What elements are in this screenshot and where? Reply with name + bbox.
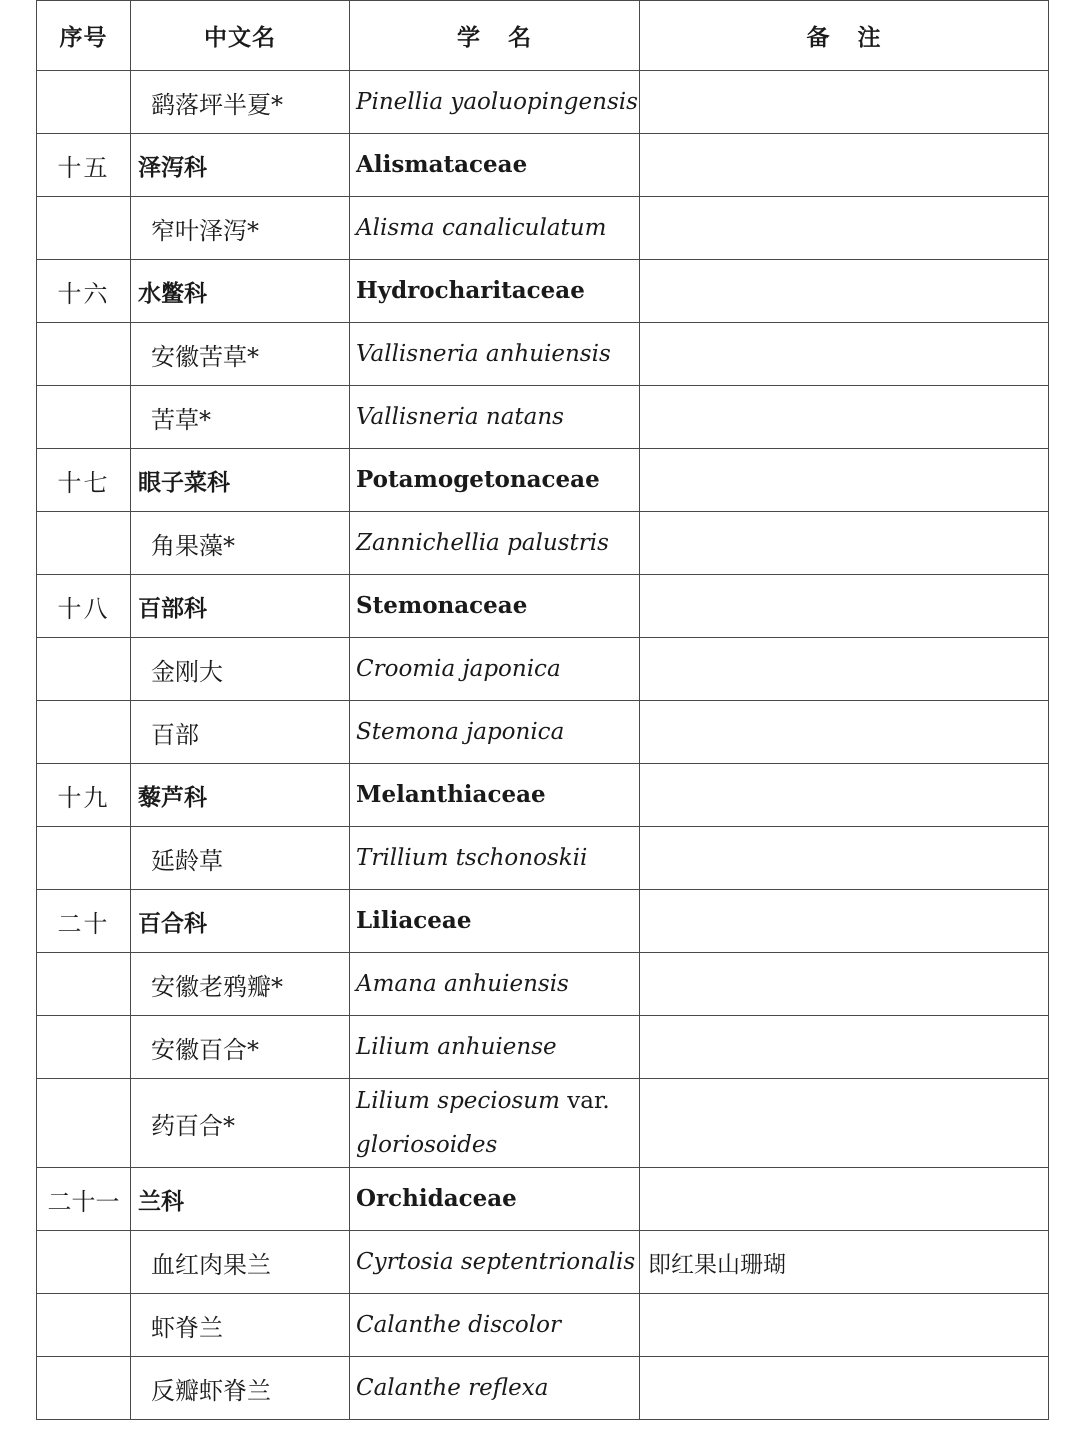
remark <box>640 1294 1049 1357</box>
chinese-name: 药百合* <box>131 1079 350 1168</box>
remark <box>640 1357 1049 1420</box>
chinese-name: 安徽苦草* <box>131 323 350 386</box>
chinese-name: 苦草* <box>131 386 350 449</box>
header-scientific-name: 学 名 <box>350 1 640 71</box>
table-row <box>37 1168 1049 1231</box>
remark <box>640 575 1049 638</box>
remark <box>640 890 1049 953</box>
row-number: 十九 <box>37 764 131 827</box>
chinese-name: 藜芦科 <box>131 764 350 827</box>
row-number <box>37 1079 131 1168</box>
row-number <box>37 1016 131 1079</box>
scientific-name <box>350 134 640 197</box>
remark <box>640 260 1049 323</box>
chinese-name: 角果藻* <box>131 512 350 575</box>
row-number <box>37 827 131 890</box>
table-row <box>37 449 1049 512</box>
chinese-name: 虾脊兰 <box>131 1294 350 1357</box>
chinese-name: 百部科 <box>131 575 350 638</box>
chinese-name: 窄叶泽泻* <box>131 197 350 260</box>
scientific-name <box>350 764 640 827</box>
table-row <box>37 197 1049 260</box>
table-row <box>37 953 1049 1016</box>
remark <box>640 638 1049 701</box>
scientific-name-text: Vallisneria anhuiensis <box>356 341 611 367</box>
remark <box>640 449 1049 512</box>
scientific-name-text: Zannichellia palustris <box>356 530 609 556</box>
row-number <box>37 638 131 701</box>
row-number: 十五 <box>37 134 131 197</box>
scientific-name-text: Alisma canaliculatum <box>356 215 607 241</box>
scientific-name <box>350 449 640 512</box>
scientific-name <box>350 701 640 764</box>
scientific-name <box>350 827 640 890</box>
scientific-name <box>350 575 640 638</box>
chinese-name: 反瓣虾脊兰 <box>131 1357 350 1420</box>
chinese-name: 安徽百合* <box>131 1016 350 1079</box>
scientific-name-text: Calanthe discolor <box>356 1312 561 1338</box>
scientific-name <box>350 1231 640 1294</box>
row-number <box>37 1231 131 1294</box>
table-row <box>37 638 1049 701</box>
header-number: 序号 <box>37 1 131 71</box>
row-number <box>37 701 131 764</box>
scientific-name <box>350 386 640 449</box>
table-row <box>37 764 1049 827</box>
chinese-name: 延龄草 <box>131 827 350 890</box>
chinese-name: 兰科 <box>131 1168 350 1231</box>
scientific-name-text: Cyrtosia septentrionalis <box>356 1249 636 1275</box>
row-number <box>37 1357 131 1420</box>
scientific-name-text: Trillium tschonoskii <box>356 845 588 871</box>
table-row <box>37 1079 1049 1168</box>
row-number <box>37 1294 131 1357</box>
scientific-name <box>350 1016 640 1079</box>
scientific-name <box>350 1079 640 1168</box>
chinese-name: 泽泻科 <box>131 134 350 197</box>
scientific-name-variety-marker: var. <box>567 1088 610 1114</box>
scientific-name-text: Liliaceae <box>356 907 472 934</box>
table-row <box>37 512 1049 575</box>
row-number: 十七 <box>37 449 131 512</box>
table-row <box>37 386 1049 449</box>
header-remarks: 备 注 <box>640 1 1049 71</box>
table-row <box>37 134 1049 197</box>
remark <box>640 827 1049 890</box>
scientific-name <box>350 197 640 260</box>
chinese-name: 百合科 <box>131 890 350 953</box>
remark <box>640 701 1049 764</box>
chinese-name: 鹞落坪半夏* <box>131 71 350 134</box>
species-table <box>36 0 1049 1420</box>
chinese-name: 眼子菜科 <box>131 449 350 512</box>
row-number: 二十 <box>37 890 131 953</box>
table-row <box>37 701 1049 764</box>
row-number <box>37 197 131 260</box>
row-number <box>37 71 131 134</box>
row-number <box>37 386 131 449</box>
scientific-name-variety: gloriosoides <box>356 1132 498 1158</box>
remark <box>640 323 1049 386</box>
remark <box>640 71 1049 134</box>
scientific-name <box>350 1168 640 1231</box>
scientific-name-text: Amana anhuiensis <box>356 971 569 997</box>
scientific-name-text: Melanthiaceae <box>356 781 546 808</box>
scientific-name-text: Orchidaceae <box>356 1185 517 1212</box>
scientific-name <box>350 260 640 323</box>
remark <box>640 1079 1049 1168</box>
scientific-name <box>350 953 640 1016</box>
scientific-name-text: Lilium anhuiense <box>356 1034 557 1060</box>
scientific-name-text: Alismataceae <box>356 151 528 178</box>
row-number <box>37 512 131 575</box>
table-row <box>37 1294 1049 1357</box>
scientific-name-text: Calanthe reflexa <box>356 1375 549 1401</box>
row-number: 二十一 <box>37 1168 131 1231</box>
table-row <box>37 575 1049 638</box>
chinese-name: 血红肉果兰 <box>131 1231 350 1294</box>
table-row <box>37 323 1049 386</box>
remark <box>640 512 1049 575</box>
row-number <box>37 953 131 1016</box>
scientific-name-text: Pinellia yaoluopingensis <box>356 89 638 115</box>
chinese-name: 金刚大 <box>131 638 350 701</box>
remark <box>640 134 1049 197</box>
table-row <box>37 1016 1049 1079</box>
scientific-name-text: Croomia japonica <box>356 656 561 682</box>
scientific-name <box>350 638 640 701</box>
remark <box>640 953 1049 1016</box>
scientific-name <box>350 512 640 575</box>
remark <box>640 197 1049 260</box>
scientific-name <box>350 1357 640 1420</box>
row-number: 十六 <box>37 260 131 323</box>
table-row <box>37 827 1049 890</box>
scientific-name <box>350 323 640 386</box>
scientific-name <box>350 71 640 134</box>
table-header-row <box>37 1 1049 71</box>
remark <box>640 386 1049 449</box>
scientific-name-text: Vallisneria natans <box>356 404 564 430</box>
scientific-name-text: Lilium speciosum <box>356 1088 560 1114</box>
scientific-name-text: Stemona japonica <box>356 719 565 745</box>
chinese-name: 水鳖科 <box>131 260 350 323</box>
table-row <box>37 260 1049 323</box>
table-row <box>37 890 1049 953</box>
scientific-name <box>350 1294 640 1357</box>
remark <box>640 1016 1049 1079</box>
header-chinese-name: 中文名 <box>131 1 350 71</box>
remark <box>640 764 1049 827</box>
table-row <box>37 1231 1049 1294</box>
table-row <box>37 71 1049 134</box>
row-number <box>37 323 131 386</box>
scientific-name-text: Hydrocharitaceae <box>356 277 585 304</box>
remark <box>640 1168 1049 1231</box>
row-number: 十八 <box>37 575 131 638</box>
table-row <box>37 1357 1049 1420</box>
chinese-name: 百部 <box>131 701 350 764</box>
scientific-name-text: Stemonaceae <box>356 592 528 619</box>
remark: 即红果山珊瑚 <box>640 1231 1049 1294</box>
chinese-name: 安徽老鸦瓣* <box>131 953 350 1016</box>
scientific-name-text: Potamogetonaceae <box>356 466 600 493</box>
scientific-name <box>350 890 640 953</box>
